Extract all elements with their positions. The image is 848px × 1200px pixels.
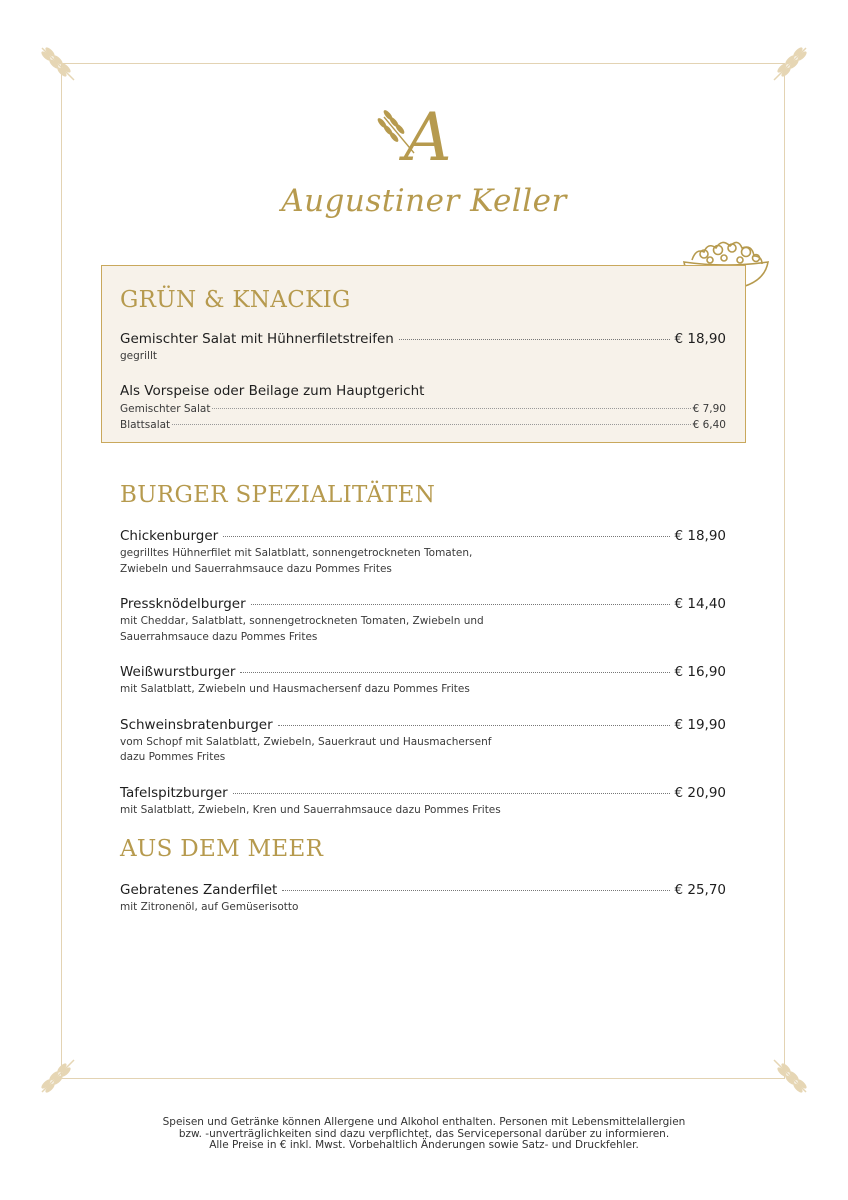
item-price: € 25,70 xyxy=(674,882,726,898)
wheat-corner-icon xyxy=(768,42,812,86)
item-price: € 19,90 xyxy=(674,716,726,733)
item-name: Tafelspitzburger xyxy=(120,784,228,801)
leader-dots xyxy=(399,339,671,340)
leader-dots xyxy=(282,890,670,891)
item-price: € 20,90 xyxy=(674,784,726,801)
description-line: Zwiebeln und Sauerrahmsauce dazu Pommes Frites xyxy=(120,562,392,575)
leader-dots xyxy=(278,725,671,726)
item-price: € 16,90 xyxy=(674,664,726,680)
wheat-logo-icon xyxy=(374,99,474,176)
sub-item xyxy=(120,401,726,417)
description-line: dazu Pommes Frites xyxy=(120,751,226,763)
leader-dots xyxy=(240,672,670,673)
item-name: Pressknödelburger xyxy=(120,596,246,612)
brand-name: Augustiner Keller xyxy=(281,183,567,219)
item-description: gegrillt xyxy=(120,350,157,362)
footer-line: bzw. -unverträglichkeiten sind dazu verpflichtet, das Servicepersonal darüber zu informieren. xyxy=(178,1127,670,1140)
item-name: Gebratenes Zanderfilet xyxy=(120,882,278,898)
leader-dots xyxy=(172,424,690,425)
menu-item xyxy=(120,785,726,819)
menu-item xyxy=(120,717,726,766)
menu-item xyxy=(120,596,726,645)
wheat-corner-icon xyxy=(36,1054,80,1098)
item-name: Blattsalat xyxy=(120,418,171,431)
footer-line: Speisen und Getränke können Allergene und Alkohol enthalten. Personen mit Lebensmittelallergien xyxy=(162,1116,686,1128)
logo-letter: A xyxy=(404,99,452,176)
item-name: Gemischter Salat xyxy=(120,402,211,415)
section-gruen xyxy=(120,287,726,433)
item-description xyxy=(120,803,726,819)
item-description xyxy=(120,546,726,577)
item-description xyxy=(120,735,726,766)
footer-line: Alle Preise in € inkl. Mwst. Vorbehaltlich Änderungen sowie Satz- und Druckfehler. xyxy=(209,1139,639,1151)
item-price: € 18,90 xyxy=(674,331,726,347)
menu-item xyxy=(120,331,726,365)
leader-dots xyxy=(212,408,690,409)
brand-logo xyxy=(0,99,848,219)
section-burger xyxy=(120,482,726,837)
description-line: mit Cheddar, Salatblatt, sonnengetrockneten Tomaten, Zwiebeln und xyxy=(120,615,484,627)
item-price: € 6,40 xyxy=(692,418,726,431)
item-description xyxy=(120,682,726,698)
description-line: gegrilltes Hühnerfilet mit Salatblatt, sonnengetrockneten Tomaten, xyxy=(120,547,473,559)
menu-item xyxy=(120,664,726,698)
description-line: Sauerrahmsauce dazu Pommes Frites xyxy=(120,630,318,643)
item-name: Weißwurstburger xyxy=(120,664,236,680)
item-price: € 14,40 xyxy=(674,596,726,612)
menu-item xyxy=(120,528,726,577)
leader-dots xyxy=(223,536,670,537)
item-price: € 18,90 xyxy=(674,528,726,544)
leader-dots xyxy=(251,604,671,605)
item-description: mit Zitronenöl, auf Gemüserisotto xyxy=(120,901,299,913)
section-title: AUS DEM MEER xyxy=(120,836,324,862)
sub-menu xyxy=(120,383,726,433)
description-line: vom Schopf mit Salatblatt, Zwiebeln, Sauerkraut und Hausmachersenf xyxy=(120,735,492,748)
wheat-corner-icon xyxy=(768,1054,812,1098)
item-name: Gemischter Salat mit Hühnerfiletstreifen xyxy=(120,331,394,347)
section-meer xyxy=(120,836,726,935)
item-name: Schweinsbratenburger xyxy=(120,716,273,733)
sub-heading: Als Vorspeise oder Beilage zum Hauptgericht xyxy=(120,382,425,399)
description-line: mit Salatblatt, Zwiebeln und Hausmachersenf dazu Pommes Frites xyxy=(120,683,470,695)
section-title: GRÜN & KNACKIG xyxy=(120,287,351,313)
item-name: Chickenburger xyxy=(120,528,219,544)
item-price: € 7,90 xyxy=(692,402,726,415)
sub-item xyxy=(120,417,726,433)
footer-disclaimer xyxy=(0,1117,848,1152)
description-line: mit Salatblatt, Zwiebeln, Kren und Sauerrahmsauce dazu Pommes Frites xyxy=(120,803,501,816)
wheat-corner-icon xyxy=(36,42,80,86)
section-title: BURGER SPEZIALITÄTEN xyxy=(120,482,436,508)
leader-dots xyxy=(233,793,671,794)
item-description xyxy=(120,614,726,645)
menu-item xyxy=(120,882,726,916)
